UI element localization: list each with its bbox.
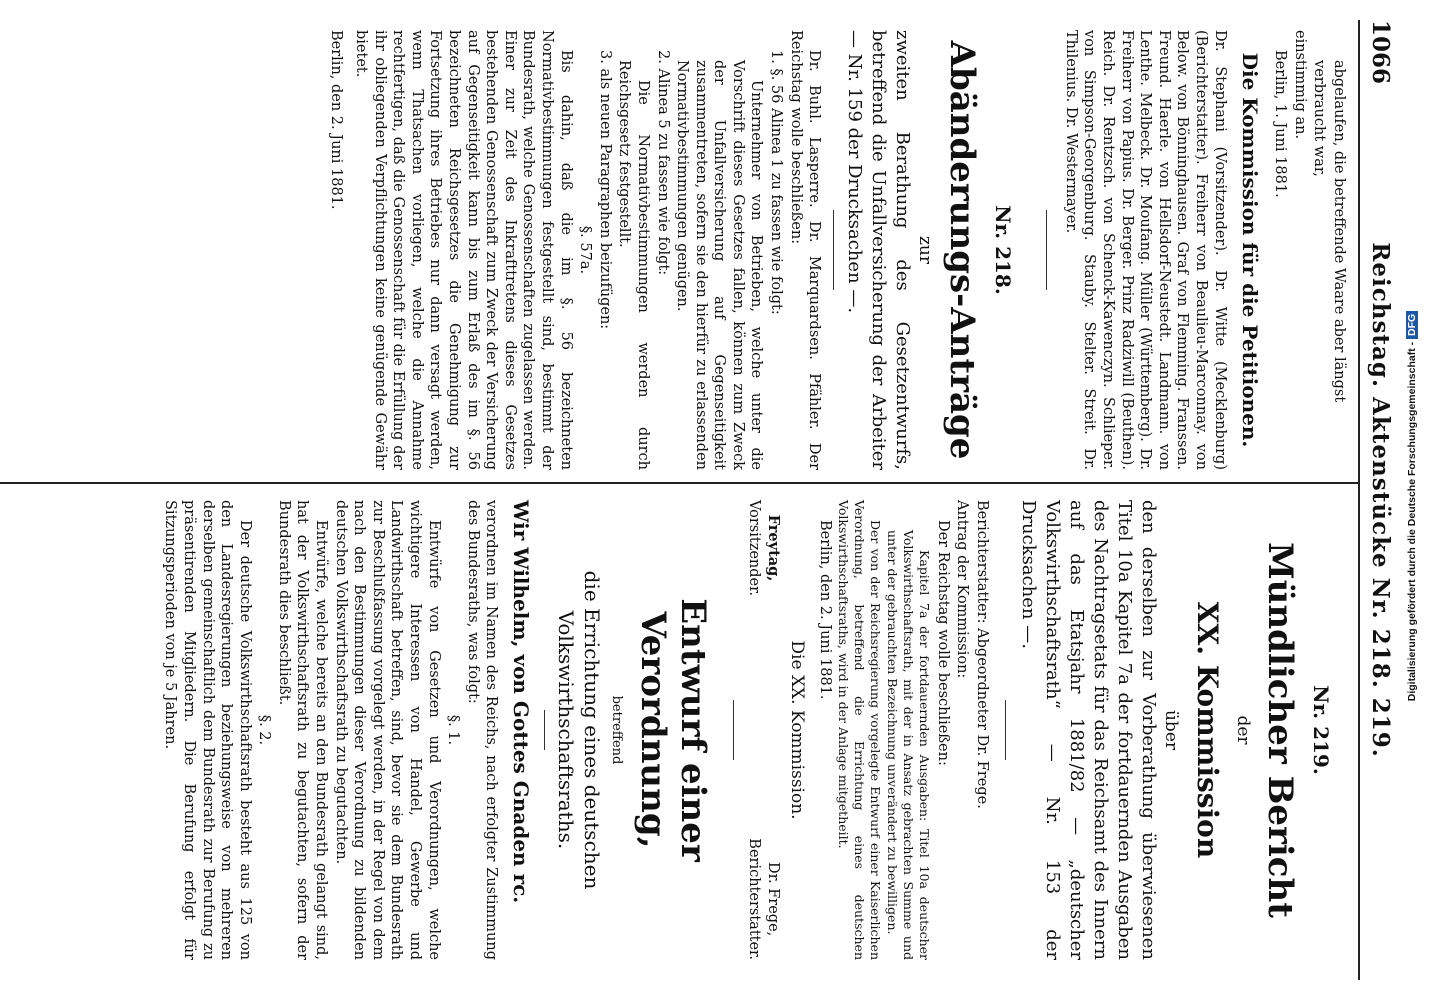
funding-text: Digitalisierung gefördert durch die Deutsche Forschungsgemeinschaft - <box>1406 341 1418 702</box>
draft-subject: die Errichtung eines deutschen Volkswirthschaftsraths. <box>554 570 605 890</box>
item-two-text: Die Normativbestimmungen werden durch Reichsgesetz festgestellt. <box>616 60 651 470</box>
resolution-intro: Der Reichstag wolle beschließen: <box>934 520 951 766</box>
chair-name: Freytag, <box>764 514 782 582</box>
item-two: 2. Alinea 5 zu fassen wie folgt: <box>654 50 671 276</box>
divider <box>1046 210 1047 290</box>
text-line: einstimmig an. <box>1291 30 1308 140</box>
document-subject: den derselben zur Vorberathung überwiesenen Titel 10a Kapitel 7a der fortdauernden Ausgaben des Nachtragsetats für das Reichsamt des Innern auf das Etatsjahr 1881/82 — „deutscher Volkswirthschaftsrath“ — Nr. 153 der Drucksachen —. <box>1018 500 1159 960</box>
chair-signature <box>744 500 781 596</box>
preposition: betreffend <box>609 695 625 765</box>
preposition: der <box>1233 715 1253 745</box>
preposition: über <box>1161 709 1181 751</box>
divider <box>544 710 545 750</box>
date-line: Berlin, den 2. Juni 1881. <box>328 30 345 210</box>
item-one: 1. §. 56 Alinea 1 zu fassen wie folgt: <box>768 50 785 315</box>
proposers: Dr. Buhl. Lasperre. Dr. Marquardsen. Pfähler. Der Reichstag wolle beschließen: <box>787 30 823 470</box>
commission-title: Die Kommission für die Petitionen. <box>1237 52 1262 448</box>
left-column <box>326 30 1348 470</box>
item-three: 3. als neuen Paragraphen beizufügen: <box>596 50 613 330</box>
section-number: §. 2. <box>256 714 273 746</box>
paragraph-number: §. 57a. <box>577 225 594 275</box>
dfg-sidebar <box>1406 0 1432 1000</box>
chair-role: Vorsitzender. <box>746 500 763 597</box>
commission-motion: Antrag der Kommission: <box>954 500 971 679</box>
item-one-text: Unternehmer von Betrieben, welche unter die Vorschrift dieses Gesetzes fallen, können zum Zweck der Unfallversicherung auf Gegenseitigkeit zusammentreten, sofern sie den hierfür zu erlassenden Normativbestimmungen genügen. <box>674 60 765 470</box>
document-title: Abänderungs-Anträge <box>942 40 983 460</box>
signatures <box>744 500 781 960</box>
rapporteur-signature <box>744 838 781 960</box>
rapporteur-role: Berichterstatter. <box>746 838 763 960</box>
date-line: Berlin, den 2. Juni 1881. <box>817 520 834 700</box>
column-rule <box>0 482 1358 484</box>
divider <box>833 210 834 290</box>
divider <box>733 700 734 760</box>
document-title: Mündlicher Bericht <box>1260 542 1300 918</box>
divider <box>1005 700 1006 760</box>
page-number: 1066 <box>1367 20 1394 85</box>
rapporteur: Berichterstatter: Abgeordneter Dr. Frege. <box>974 500 990 809</box>
section-text: Der deutsche Volkswirthschaftsrath besteht aus 125 von den Landesregierungen beziehungsweise von mehreren derselben gemeinschaftlich dem Bundesrath zur Berufung zu präsentirenden Mitgliedern. Die Berufung erfolgt für Sitzungsperioden von je 5 Jahren. <box>162 500 253 960</box>
document-number: Nr. 219. <box>1309 685 1333 775</box>
emperor-formula: Wir Wilhelm, von Gottes Gnaden rc. <box>509 500 534 904</box>
members-list: Dr. Stephani (Vorsitzender). Dr. Witte (Mecklenburg) (Berichterstatter). Freiherr von Beaulieu-Marconnay. von Below. von Bönninghausen. Graf von Flemming. Franssen. Freund. Haerle. von Hellsdorf-Neustedt. Landmann. von Lenthe. Melbeck. Dr. Moufang. Müller (Württemberg). Dr. Freiherr von Papius. Dr. Berger. Prinz Radziwill (Beuthen). Reich. Dr. Rentzsch. von Schenck-Kawenczyn. Schlieper. von Simpson-Georgenburg. Stauby. Stelter. Streit. Dr. Thilenius. Dr. Westermayer. <box>1062 30 1228 470</box>
running-title: Reichstag. Aktenstücke Nr. 218. 219. <box>1367 242 1394 758</box>
rapporteur-name: Dr. Frege, <box>764 862 781 937</box>
document-subject: zweiten Berathung des Gesetzentwurfs, betreffend die Unfallversicherung der Arbeiter — Nr. 159 der Drucksachen —. <box>844 30 914 470</box>
section-text: Entwürfe von Gesetzen und Verordnungen, welche wichtigere Interessen von Handel, Gewerbe und Landwirthschaft betreffen, sind, bevor sie dem Bundesrath zur Beschlußfassung vorgelegt werden, in der Regel von dem nach den Bestimmungen dieser Verordnung zu bildenden deutschen Volkswirthschaftsrath zu begutachten. <box>332 500 442 960</box>
annex-note: Der von der Reichsregierung vorgelegte Entwurf einer Kaiserlichen Verordnung, betreffend die Errichtung eines deutschen Volkswirthschaftsraths, wird in der Anlage mitgetheilt. <box>836 500 884 960</box>
commission-name: XX. Kommission <box>1191 601 1224 859</box>
date-line: Berlin, 1. Juni 1881. <box>1272 50 1289 198</box>
preposition: zur <box>915 235 936 265</box>
funding-notice <box>1406 26 1418 986</box>
header-rule <box>1358 20 1360 980</box>
draft-title: Entwurf einer Verordnung, <box>633 598 714 862</box>
document-number: Nr. 218. <box>991 205 1016 295</box>
right-column <box>160 500 1348 960</box>
section-text: Entwürfe, welche bereits an den Bundesrath gelangt sind, hat der Volkswirthschaftsrath zu begutachten, sofern der Bundesrath dies beschließt. <box>275 500 330 960</box>
text-line: abgelaufen, die betreffende Waare aber längst <box>1331 60 1347 403</box>
resolution-text: Kapitel 7a der fortdauernden Ausgaben: Titel 10a deutscher Volkswirthschaftsrath, mit der in Ansatz gebrachten Summe und unter der gebrauchten Bezeichnung unverändert zu bewilligen. <box>885 530 933 960</box>
commission-signature: Die XX. Kommission. <box>786 640 807 820</box>
section-number: §. 1. <box>445 714 462 746</box>
dfg-logo: DFG <box>1406 311 1418 339</box>
page-header <box>1364 20 1394 980</box>
preamble: verordnen im Namen des Reichs, nach erfolgter Zustimmung des Bundesraths, was folgt: <box>464 500 500 960</box>
text-line: verbraucht war, <box>1311 60 1328 177</box>
paragraph-text: Bis dahin, daß die im §. 56 bezeichneten Normativbestimmungen festgestellt sind, bestimmt der Bundesrath, welche Genossenschaften zugelassen werden. Einer zur Zeit des Inkrafttretens dieses Gesetzes bestehenden Genossenschaft zum Zweck der Versicherung auf Gegenseitigkeit kann bis zum Erlaß des im §. 56 bezeichneten Reichsgesetzes die Genehmigung zur Fortsetzung ihres Betriebes nur dann versagt werden, wenn Thatsachen vorliegen, welche die Annahme rechtfertigen, daß die Genossenschaft für die Erfüllung der ihr obliegenden Verpflichtungen keine genügende Gewähr bietet. <box>353 30 574 470</box>
